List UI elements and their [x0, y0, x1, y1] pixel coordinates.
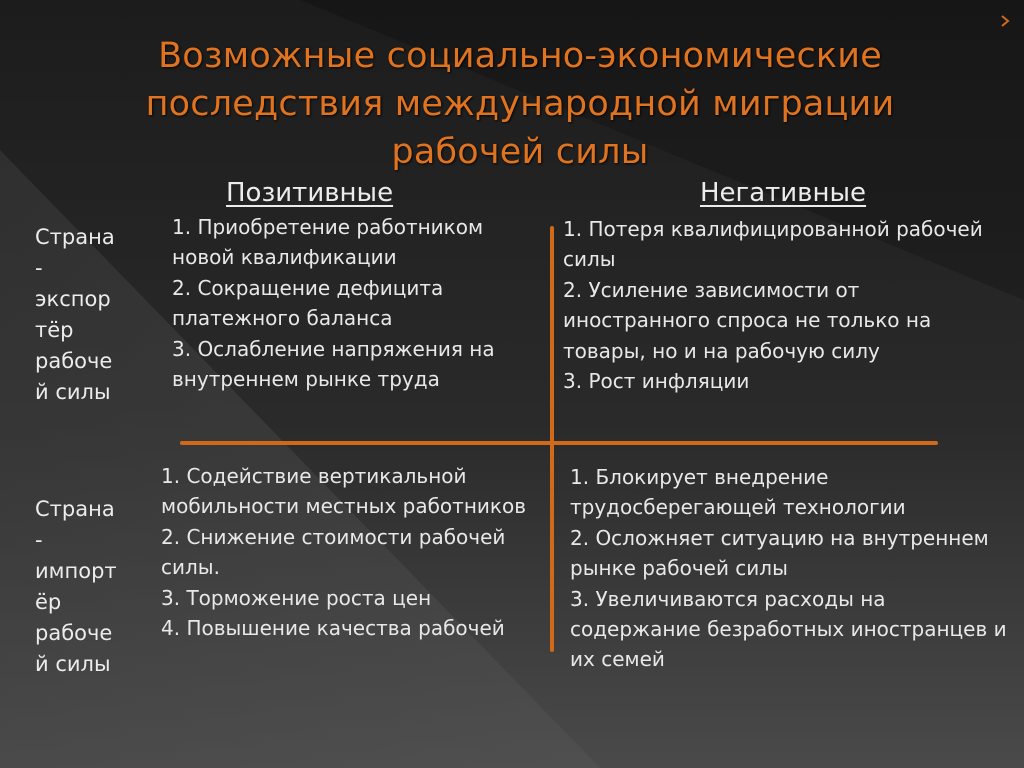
list-item: 1. Приобретение работником новой квалификации	[172, 215, 484, 270]
row-label-line: Страна	[35, 497, 115, 521]
list-item: 4. Повышение качества рабочей	[161, 616, 505, 641]
chevron-right-icon[interactable]	[998, 14, 1012, 28]
slide-title: Возможные социально-экономические последствия международной миграции рабочей силы	[145, 36, 895, 172]
row-label-line: й силы	[35, 380, 111, 404]
list-item: 1. Потеря квалифицированной рабочей силы	[563, 217, 983, 272]
list-item: 2. Усиление зависимости от иностранного спроса не только на товары, но и на рабочую силу	[563, 277, 932, 363]
row-label-line: рабоче	[35, 349, 113, 373]
row-label-line: -	[35, 528, 43, 552]
row-label-line: ёр	[35, 590, 62, 614]
column-header-positive: Позитивные	[226, 178, 394, 208]
list-item: 3. Рост инфляции	[563, 369, 750, 394]
list-item: 1. Содействие вертикальной мобильности местных работников	[161, 464, 526, 519]
row-label-line: рабоче	[35, 621, 113, 645]
divider-horizontal	[180, 441, 938, 445]
row-label-line: -	[35, 256, 43, 280]
cell-exporter-positive	[172, 212, 542, 394]
row-label-importer	[35, 494, 145, 680]
list-item: 3. Ослабление напряжения на внутреннем рынке труда	[172, 336, 495, 392]
list-item: 2. Снижение стоимости рабочей силы.	[161, 524, 506, 580]
list-item: 2. Сокращение дефицита платежного баланса	[172, 275, 444, 331]
column-header-negative: Негативные	[700, 178, 867, 208]
list-item: 1. Блокирует внедрение трудосберегающей технологии	[570, 465, 906, 520]
cell-exporter-negative	[563, 214, 1003, 396]
row-label-line: импорт	[35, 559, 117, 583]
list-item: 2. Осложняет ситуацию на внутреннем рынке рабочей силы	[570, 525, 989, 581]
list-item: 3. Торможение роста цен	[161, 585, 432, 610]
cell-importer-positive	[161, 461, 546, 643]
list-item: 3. Увеличиваются расходы на содержание безработных иностранцев и их семей	[570, 586, 1007, 672]
row-label-line: тёр	[35, 318, 74, 342]
row-label-line: й силы	[35, 652, 111, 676]
divider-vertical	[550, 226, 554, 652]
row-label-line: экспор	[35, 287, 111, 311]
row-label-line: Страна	[35, 225, 115, 249]
row-label-exporter	[35, 222, 145, 408]
cell-importer-negative	[570, 462, 1010, 675]
